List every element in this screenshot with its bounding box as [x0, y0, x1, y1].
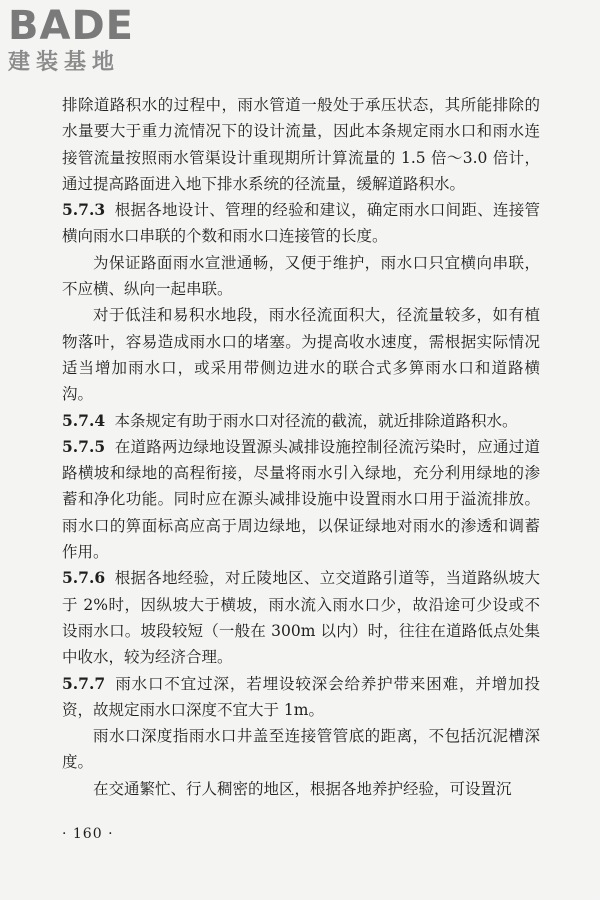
paragraph-text: 为保证路面雨水宣泄通畅，又便于维护，雨水口只宜横向串联，不应横、纵向一起串联。	[62, 253, 540, 299]
paragraph-text: 根据各地设计、管理的经验和建议，确定雨水口间距、连接管横向雨水口串联的个数和雨水口连接管的长度。	[62, 201, 540, 246]
section-number: 5.7.6	[62, 568, 106, 588]
section-number: 5.7.7	[62, 673, 106, 693]
paragraph-text: 在道路两边绿地设置源头减排设施控制径流污染时，应通过道路横坡和绿地的高程衔接，尽量将雨水引入绿地，充分利用绿地的渗蓄和净化功能。同时应在源头减排设施中设置雨水口用于溢流排放。雨水口的箅面标高应高于周边绿地，以保证绿地对雨水的渗透和调蓄作用。	[62, 437, 540, 562]
paragraph	[62, 671, 540, 724]
paragraph-text: 排除道路积水的过程中，雨水管道一般处于承压状态，其所能排除的水量要大于重力流情况下的设计流量，因此本条规定雨水口和雨水连接管流量按照雨水管渠设计重现期所计算流量的 1.5 倍～3.0 倍计，通过提高路面进入地下排水系统的径流量，缓解道路积水。	[62, 96, 540, 193]
paragraph	[62, 92, 540, 197]
paragraph-text: 本条规定有助于雨水口对径流的截流，就近排除道路积水。	[114, 411, 518, 430]
paragraph	[62, 776, 540, 802]
paragraph-text: 在交通繁忙、行人稠密的地区，根据各地养护经验，可设置沉	[93, 779, 512, 798]
logo	[8, 4, 134, 76]
paragraph	[62, 250, 540, 303]
paragraph	[62, 434, 540, 565]
logo-brand: BADE	[8, 3, 134, 49]
paragraph	[62, 302, 540, 407]
paragraph	[62, 723, 540, 776]
paragraph-text: 对于低洼和易积水地段，雨水径流面积大，径流量较多，如有植物落叶，容易造成雨水口的堵塞。为提高收水速度，需根据实际情况适当增加雨水口，或采用带侧边进水的联合式多箅雨水口和道路横沟。	[62, 306, 540, 404]
page-body	[62, 92, 540, 802]
page-number: · 160 ·	[62, 826, 114, 842]
section-number: 5.7.5	[62, 436, 106, 456]
section-number: 5.7.4	[62, 410, 106, 430]
paragraph	[62, 408, 540, 434]
paragraph	[62, 197, 540, 250]
paragraph-text: 雨水口深度指雨水口井盖至连接管管底的距离，不包括沉泥槽深度。	[62, 727, 540, 772]
paragraph-text: 根据各地经验，对丘陵地区、立交道路引道等，当道路纵坡大于 2%时，因纵坡大于横坡，雨水流入雨水口少，故沿途可少设或不设雨水口。坡段较短（一般在 300m 以内）时，往往在道路低点处集中收水，较为经济合理。	[62, 569, 540, 667]
logo-subtitle: 建装基地	[8, 50, 121, 75]
section-number: 5.7.3	[62, 200, 106, 220]
paragraph	[62, 565, 540, 670]
paragraph-text: 雨水口不宜过深，若埋设较深会给养护带来困难，并增加投资，故规定雨水口深度不宜大于 1m。	[62, 674, 540, 719]
